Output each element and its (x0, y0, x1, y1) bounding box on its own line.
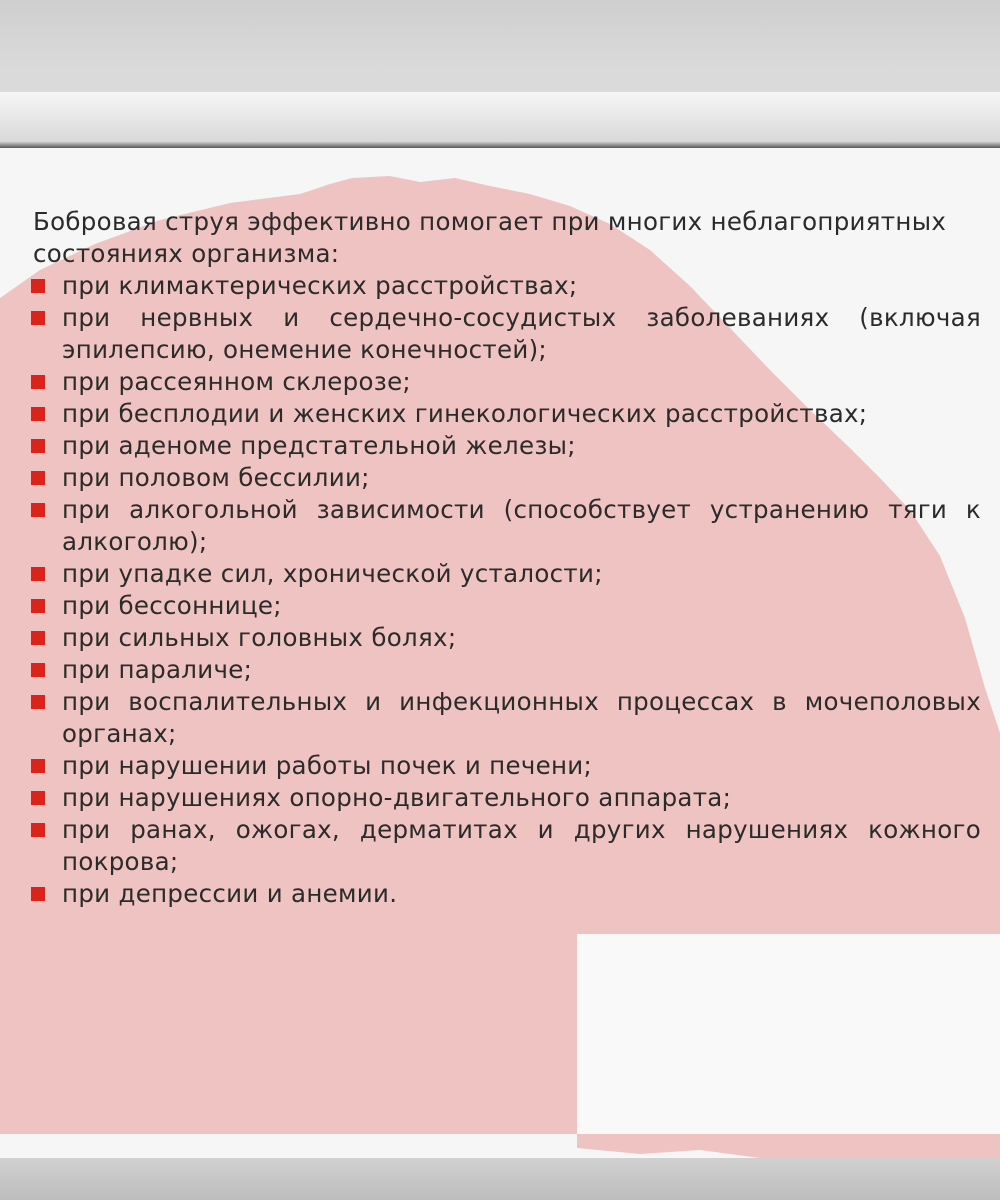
list-item (31, 462, 981, 494)
bullet-square-icon (31, 791, 45, 805)
list-item (31, 654, 981, 686)
bullet-square-icon (31, 695, 45, 709)
list-item-text: при рассеянном склерозе; (62, 367, 411, 396)
list-item (31, 270, 981, 302)
bullet-square-icon (31, 471, 45, 485)
list-item (31, 782, 981, 814)
list-item-text: при бесплодии и женских гинекологических расстройствах; (62, 399, 868, 428)
list-item-text: при параличе; (62, 655, 253, 684)
list-item (31, 622, 981, 654)
list-item (31, 302, 981, 366)
list-item (31, 814, 981, 878)
bullet-square-icon (31, 311, 45, 325)
bullet-square-icon (31, 407, 45, 421)
white-label-area (577, 934, 1000, 1134)
list-item-text: при упадке сил, хронической усталости; (62, 559, 603, 588)
list-item-text: при бессоннице; (62, 591, 282, 620)
bullet-square-icon (31, 631, 45, 645)
bullet-square-icon (31, 599, 45, 613)
list-item-text: при климактерических расстройствах; (62, 271, 578, 300)
bullet-square-icon (31, 567, 45, 581)
list-item-text: при нервных и сердечно-сосудистых заболеваниях (включая эпилепсию, онемение конечностей); (62, 303, 981, 364)
list-item (31, 430, 981, 462)
list-item-text: при алкогольной зависимости (способствует устранению тяги к алкоголю); (62, 495, 981, 556)
bullet-square-icon (31, 375, 45, 389)
bullet-square-icon (31, 663, 45, 677)
bullet-square-icon (31, 503, 45, 517)
list-item-text: при аденоме предстательной железы; (62, 431, 576, 460)
list-item (31, 398, 981, 430)
list-item (31, 878, 981, 910)
bullet-square-icon (31, 759, 45, 773)
list-item (31, 494, 981, 558)
list-item-text: при половом бессилии; (62, 463, 370, 492)
bullet-square-icon (31, 439, 45, 453)
list-item-text: при ранах, ожогах, дерматитах и других нарушениях кожного покрова; (62, 815, 981, 876)
bullet-square-icon (31, 887, 45, 901)
indications-text (31, 206, 981, 910)
box-side-panel (0, 148, 1000, 1158)
list-item-text: при депрессии и анемии. (62, 879, 398, 908)
list-item-text: при сильных головных болях; (62, 623, 457, 652)
list-item-text: при нарушении работы почек и печени; (62, 751, 593, 780)
list-item (31, 590, 981, 622)
list-item (31, 686, 981, 750)
box-top-edge (0, 92, 1000, 150)
list-item-text: при нарушениях опорно-двигательного аппарата; (62, 783, 732, 812)
list-item (31, 750, 981, 782)
indications-list (31, 270, 981, 910)
list-item (31, 558, 981, 590)
list-item (31, 366, 981, 398)
intro-paragraph: Бобровая струя эффективно помогает при многих неблагоприятных состояниях организма: (33, 207, 947, 268)
list-item-text: при воспалительных и инфекционных процессах в мочеполовых органах; (62, 687, 981, 748)
bullet-square-icon (31, 823, 45, 837)
bullet-square-icon (31, 279, 45, 293)
